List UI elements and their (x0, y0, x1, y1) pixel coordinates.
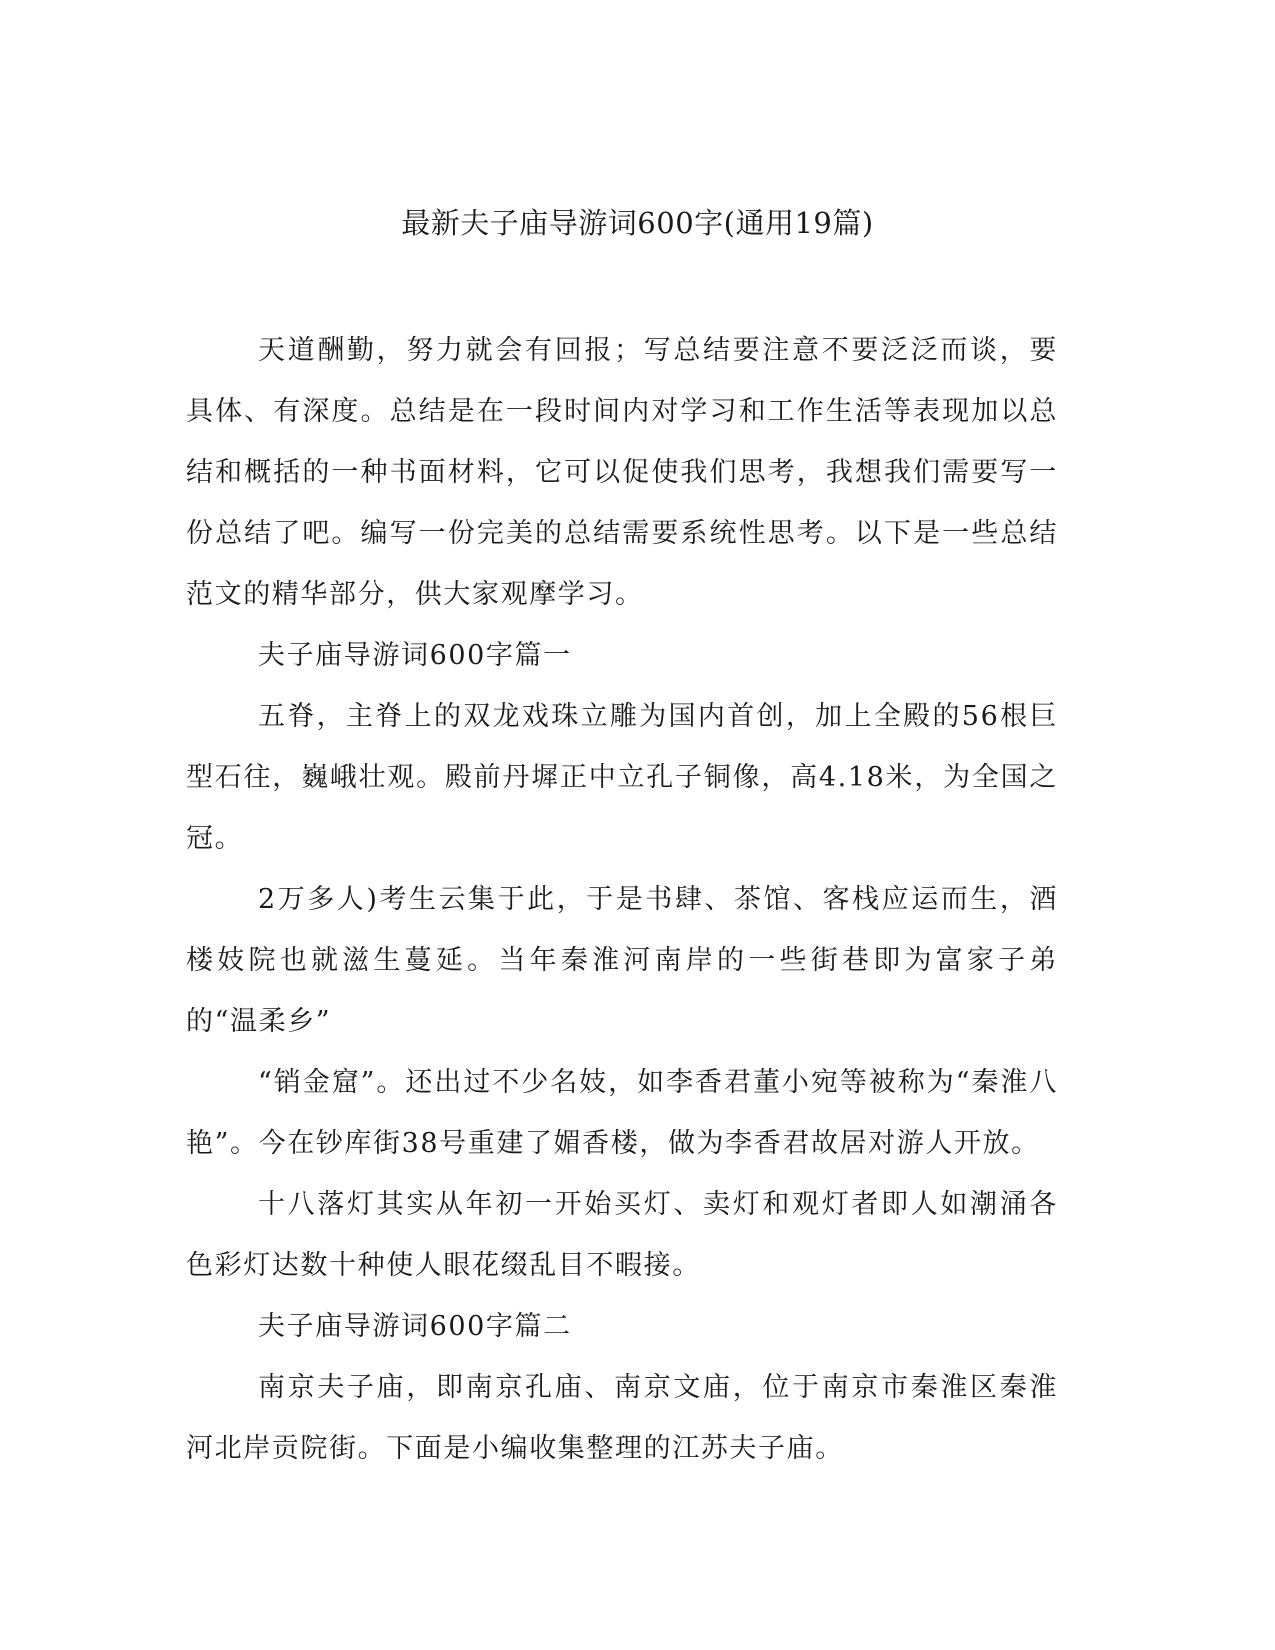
body-paragraph: “销金窟”。还出过不少名妓，如李香君董小宛等被称为“秦淮八艳”。今在钞库街38号重建了媚香楼，做为李香君故居对游人开放。 (186, 1067, 1058, 1159)
body-paragraph: 2万多人)考生云集于此，于是书肆、茶馆、客栈应运而生，酒楼妓院也就滋生蔓延。当年秦淮河南岸的一些街巷即为富家子弟的“温柔乡” (186, 884, 1058, 1037)
section-heading-2: 夫子庙导游词600字篇二 (258, 1311, 572, 1342)
section-heading-1: 夫子庙导游词600字篇一 (258, 640, 572, 671)
body-paragraph: 十八落灯其实从年初一开始买灯、卖灯和观灯者即人如潮涌各色彩灯达数十种使人眼花缀乱目不暇接。 (186, 1189, 1058, 1281)
document-body (186, 320, 1058, 1479)
document-title: 最新夫子庙导游词600字(通用19篇) (401, 206, 874, 240)
intro-paragraph: 天道酬勤，努力就会有回报；写总结要注意不要泛泛而谈，要具体、有深度。总结是在一段时间内对学习和工作生活等表现加以总结和概括的一种书面材料，它可以促使我们思考，我想我们需要写一份总结了吧。编写一份完美的总结需要系统性思考。以下是一些总结范文的精华部分，供大家观摩学习。 (186, 335, 1058, 610)
body-paragraph: 南京夫子庙，即南京孔庙、南京文庙，位于南京市秦淮区秦淮河北岸贡院街。下面是小编收集整理的江苏夫子庙。 (186, 1372, 1058, 1464)
body-paragraph: 五脊，主脊上的双龙戏珠立雕为国内首创，加上全殿的56根巨型石往，巍峨壮观。殿前丹墀正中立孔子铜像，高4.18米，为全国之冠。 (186, 701, 1058, 854)
